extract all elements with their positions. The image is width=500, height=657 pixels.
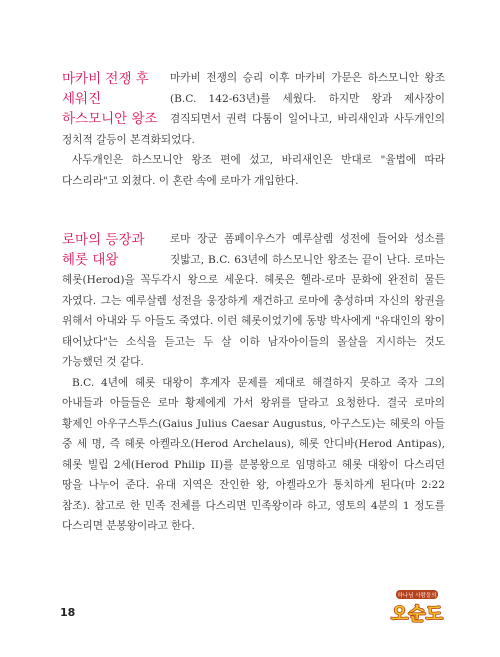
section-rome-herod: [62, 229, 445, 537]
section-hasmonean: [62, 68, 445, 191]
body-paragraph: 마카비 전쟁의 승리 이후 마카비 가문은 하스모니안 왕조(B.C. 142-63년)를 세웠다. 하지만 왕과 제사장이 겸직되면서 권력 다툼이 일어나고, 바리새인과 사두개인의 정치적 갈등이 본격화되었다.: [62, 72, 445, 146]
heading-line: 하스모니안 왕조: [62, 111, 158, 127]
heading-line: 마카비 전쟁 후: [62, 71, 149, 87]
body-paragraph: 사두개인은 하스모니안 왕조 편에 섰고, 바리새인은 반대로 "율법에 따라 다스리라"고 외쳤다. 이 혼란 속에 로마가 개입한다.: [62, 154, 445, 187]
page-number: 18: [60, 606, 76, 619]
logo-top-text: 하나님 사람들의: [397, 593, 437, 599]
heading-line: 로마의 등장과: [62, 232, 145, 248]
series-logo: [386, 589, 448, 625]
section-heading: [62, 230, 170, 270]
heading-line: 세워진: [62, 91, 102, 107]
body-paragraph: B.C. 4년에 헤롯 대왕이 후계자 문제를 제대로 해결하지 못하고 죽자 그의 아내들과 아들들은 로마 황제에게 가서 왕위를 달라고 요청한다. 결국 로마의 황제인 아우구스투스(Gaius Julius Caesar Augustus, 아구스도)는 헤롯의 아들 중 세 명, 즉 헤롯 아켈라오(Herod Archelaus), 헤롯 안디바(Herod Antipas), 헤롯 빌립 2세(Herod Philip II)를 분봉왕으로 임명하고 헤롯 대왕이 다스리던 땅을 나누어 준다. 유대 지역은 잔인한 왕, 아켈라오가 통치하게 된다(마 2:22 참조). 참고로 한 민족 전체를 다스리면 민족왕이라 하고, 영토의 4분의 1 정도를 다스리면 분봉왕이라고 한다.: [62, 376, 445, 532]
logo-main-text: 오순도: [390, 604, 444, 625]
section-heading: [62, 69, 170, 129]
body-paragraph: 로마 장군 폼페이우스가 예루살렘 성전에 들어와 성소를 짓밟고, B.C. 63년에 하스모니안 왕조는 끝이 난다. 로마는 헤롯(Herod)을 꼭두각시 왕으로 세운다. 헤롯은 헬라-로마 문화에 완전히 물든 자였다. 그는 예루살렘 성전을 웅장하게 재건하고 로마에 충성하며 자신의 왕권을 위해서 아내와 두 아들도 죽였다. 이런 헤롯이었기에 동방 박사에게 "유대인의 왕이 태어났다"는 소식을 듣고는 두 살 이하 남자아이들의 몰살을 지시하는 것도 가능했던 것 같다.: [62, 233, 445, 368]
heading-line: 헤롯 대왕: [62, 252, 119, 268]
